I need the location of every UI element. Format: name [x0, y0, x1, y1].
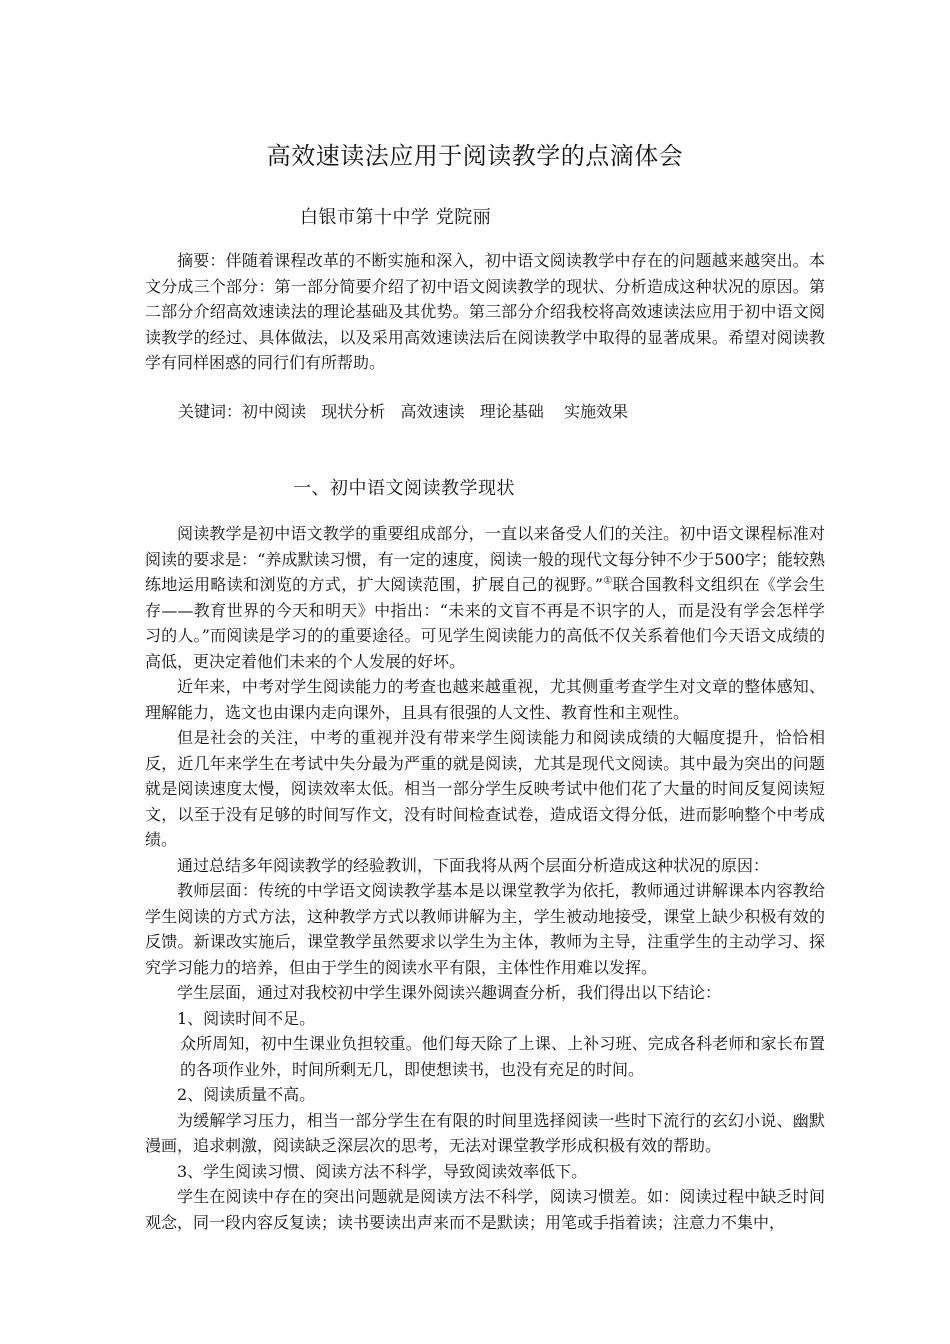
keywords-line: 关键词：初中阅读 现状分析 高效速读 理论基础 实施效果: [178, 402, 629, 421]
document-title: 高效速读法应用于阅读教学的点滴体会: [266, 142, 684, 170]
paragraph: 通过总结多年阅读教学的经验教训，下面我将从两个层面分析造成这种状况的原因：: [177, 855, 770, 875]
list-item-heading: 2、阅读质量不高。: [177, 1085, 316, 1104]
body-text: [145, 521, 825, 1235]
abstract-paragraph: 摘要：伴随着课程改革的不断实施和深入，初中语文阅读教学中存在的问题越来越突出。本文分成三个部分：第一部分简要介绍了初中语文阅读教学的现状、分析造成这种状况的原因。第二部分介绍高效速读法的理论基础及其优势。第三部分介绍我校将高效速读法应用于初中语文阅读教学的经过、具体做法，以及采用高效速读法后在阅读教学中取得的显著成果。希望对阅读教学有同样困惑的同行们有所帮助。: [145, 251, 825, 372]
paragraph: 学生层面，通过对我校初中学生课外阅读兴趣调查分析，我们得出以下结论：: [177, 983, 722, 1002]
paragraph: 但是社会的关注，中考的重视并没有带来学生阅读能力和阅读成绩的大幅度提升，恰恰相反，近几年来学生在考试中失分最为严重的就是阅读，尤其是现代文阅读。其中最为突出的问题就是阅读速度太慢，阅读效率太低。相当一部分学生反映考试中他们花了大量的时间反复阅读短文，以至于没有足够的时间写作文，没有时间检查试卷，造成语文得分低，进而影响整个中考成绩。: [145, 728, 825, 849]
paragraph: 众所周知，初中生课业负担较重。他们每天除了上课、上补习班、完成各科老师和家长布置的各项作业外，时间所剩无几，即使想读书，也没有充足的时间。: [180, 1034, 825, 1079]
paragraph: 教师层面：传统的中学语文阅读教学基本是以课堂教学为依托，教师通过讲解课本内容教给学生阅读的方式方法，这种教学方式以教师讲解为主，学生被动地接受，课堂上缺少积极有效的反馈。新课改实施后，课堂教学虽然要求以学生为主体，教师为主导，注重学生的主动学习、探究学习能力的培养，但由于学生的阅读水平有限，主体性作用难以发挥。: [145, 881, 825, 977]
paragraph-text: 联合国教科文组织在《学会生存——教育世界的今天和明天》中指出：“未来的文盲不再是不识字的人，而是没有学会怎样学习的人。”而阅读是学习的的重要途径。可见学生阅读能力的高低不仅关系着他们今天语文成绩的高低，更决定着他们未来的个人发展的好坏。: [145, 575, 825, 671]
list-item-heading: 3、学生阅读习惯、阅读方法不科学，导致阅读效率低下。: [177, 1161, 588, 1181]
paragraph: 为缓解学习压力，相当一部分学生在有限的时间里选择阅读一些时下流行的玄幻小说、幽默漫画，追求刺激，阅读缺乏深层次的思考，无法对课堂教学形成积极有效的帮助。: [145, 1110, 825, 1155]
section-heading: 一、初中语文阅读教学现状: [293, 478, 515, 499]
author-line: 白银市第十中学 党院丽: [300, 207, 492, 228]
list-item-heading: 1、阅读时间不足。: [177, 1008, 316, 1028]
footnote-marker: ①: [603, 575, 613, 587]
paragraph: 学生在阅读中存在的突出问题就是阅读方法不科学，阅读习惯差。如：阅读过程中缺乏时间观念，同一段内容反复读；读书要读出声来而不是默读；用笔或手指着读；注意力不集中，: [145, 1187, 825, 1232]
paragraph: 近年来，中考对学生阅读能力的考查也越来越重视，尤其侧重考查学生对文章的整体感知、理解能力，选文也由课内走向课外，且具有很强的人文性、教育性和主观性。: [145, 677, 825, 722]
paragraph: [145, 521, 825, 674]
abstract: [145, 248, 825, 376]
paragraph-text: 阅读教学是初中语文教学的重要组成部分，一直以来备受人们的关注。初中语文课程标准对阅读的要求是：“养成默读习惯，有一定的速度，阅读一般的现代文每分钟不少于500字；能较熟练地运用略读和浏览的方式，扩大阅读范围，扩展自己的视野。”: [145, 524, 825, 594]
